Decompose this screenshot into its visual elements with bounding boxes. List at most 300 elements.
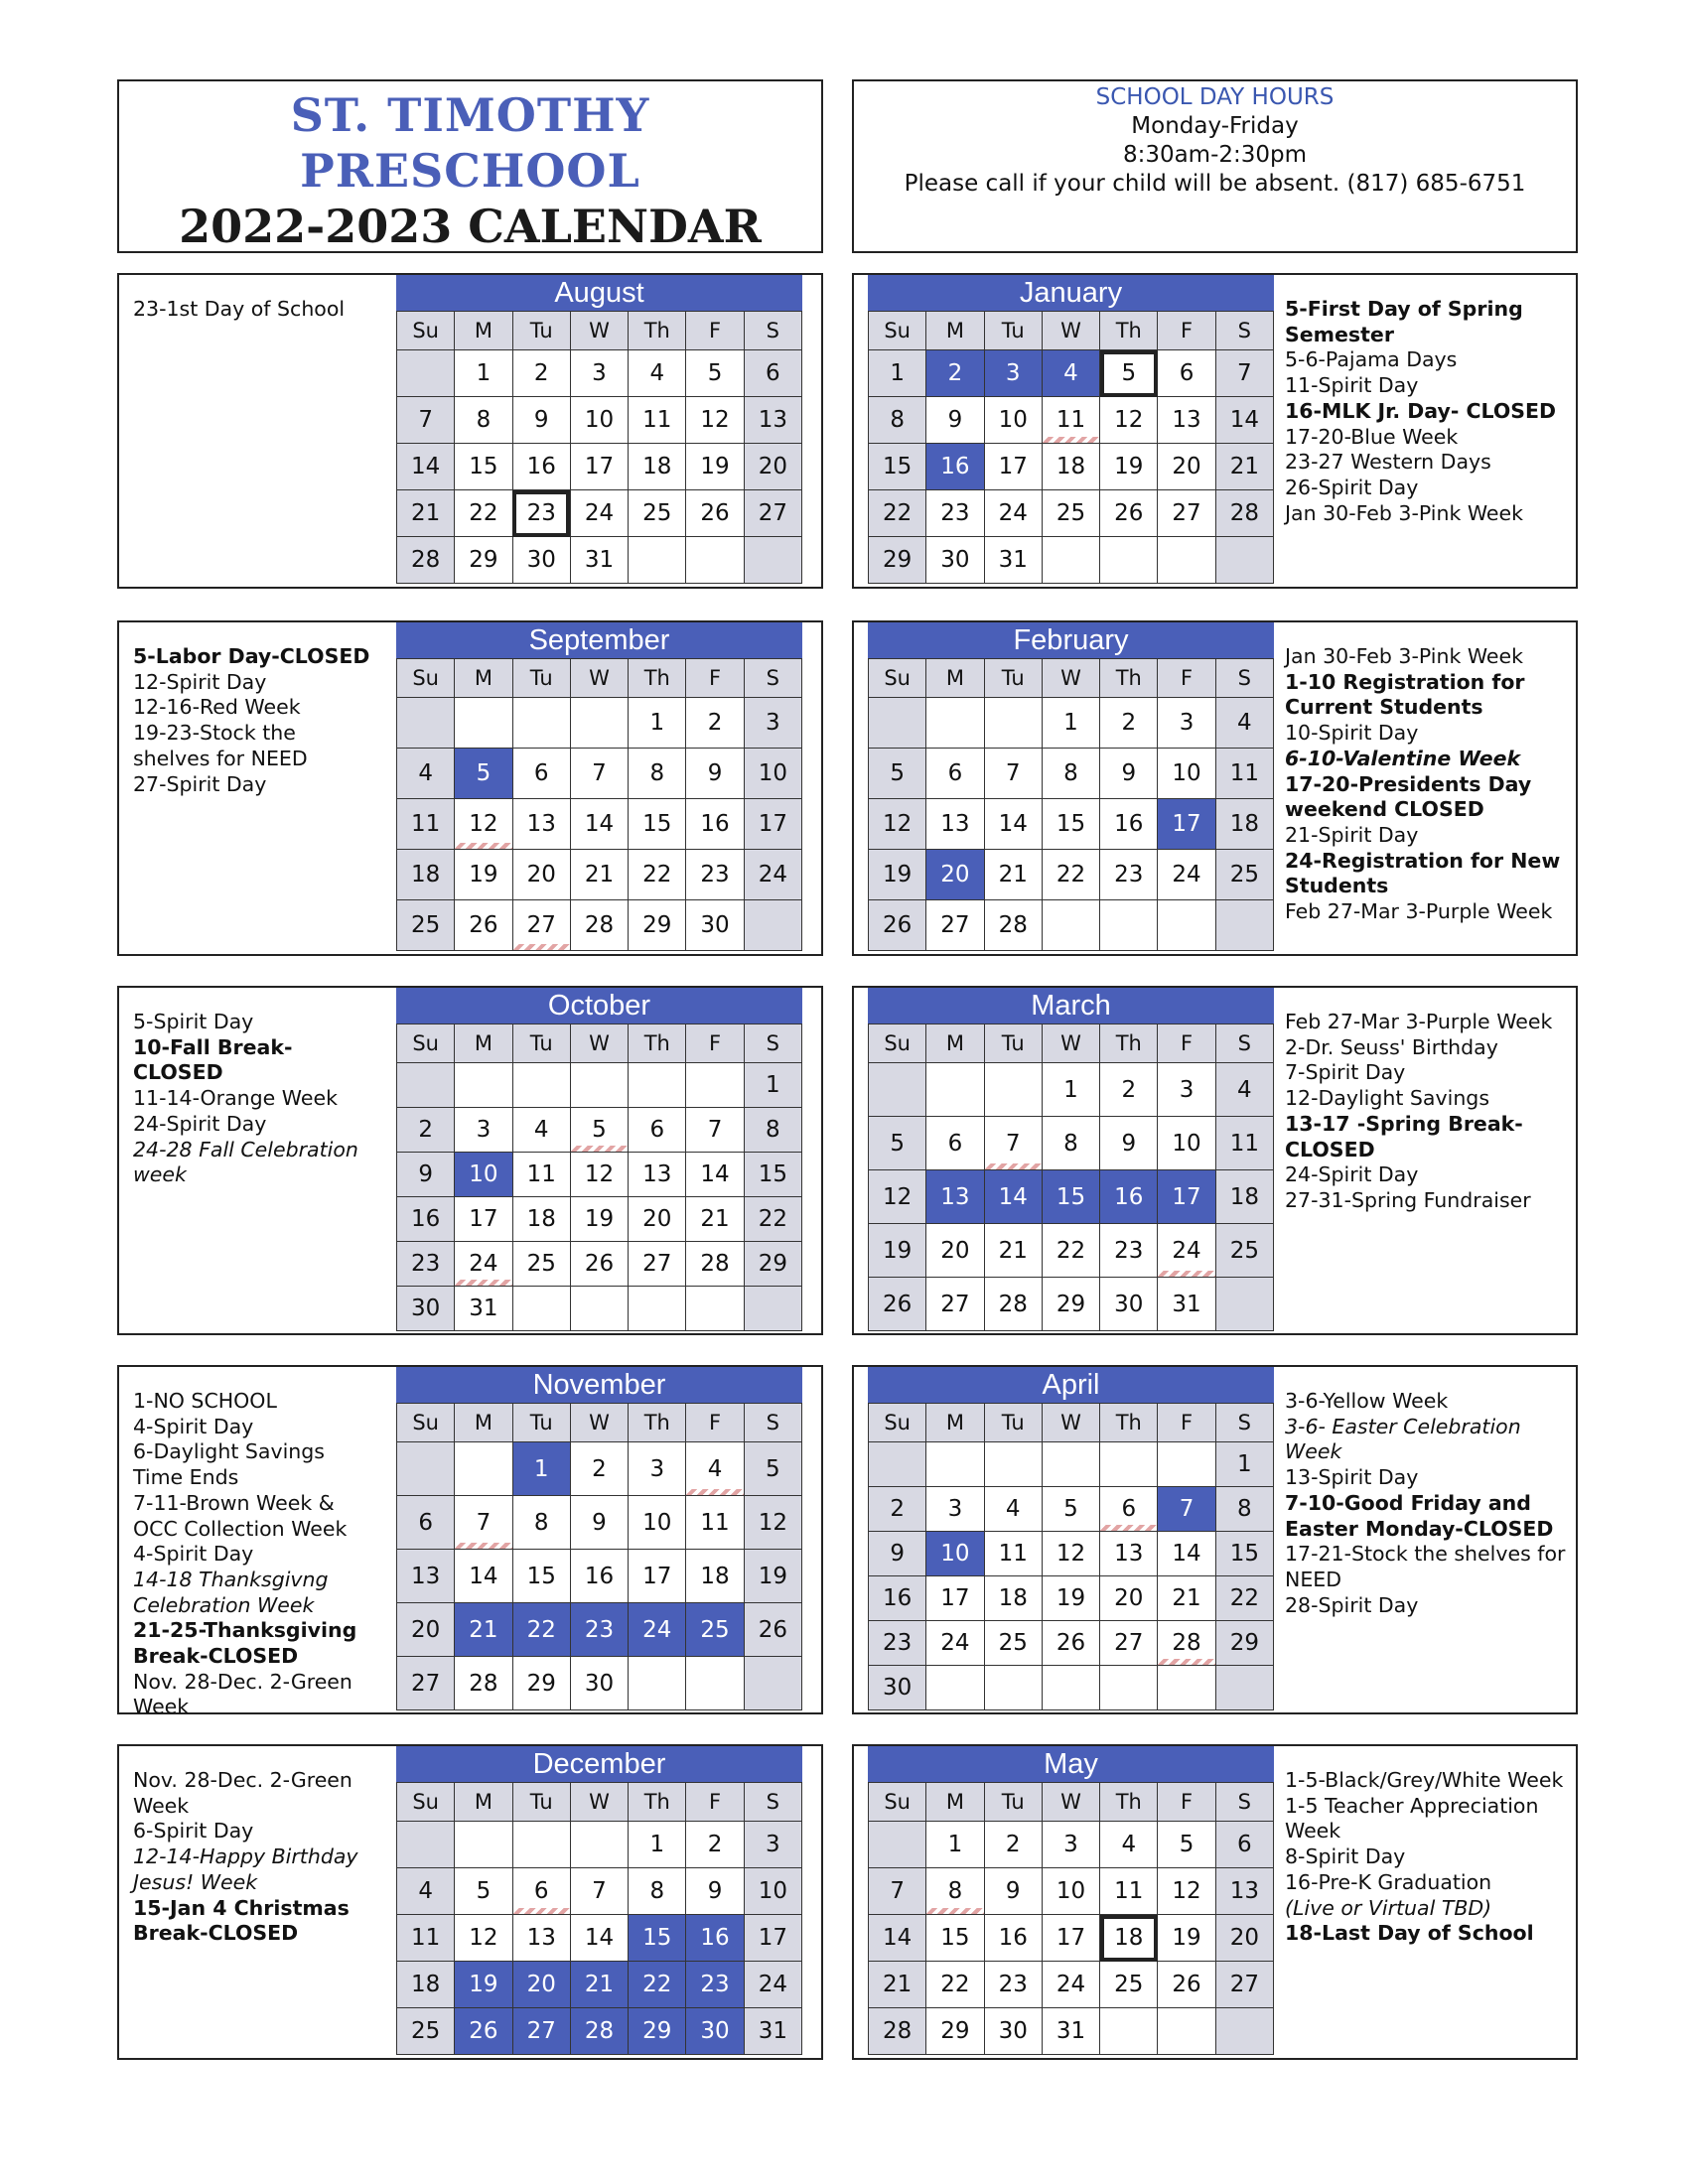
- empty-day-cell: [1158, 2008, 1215, 2055]
- day-cell: 26: [455, 2008, 512, 2055]
- week-row: [397, 1496, 802, 1550]
- empty-day-cell: [629, 1063, 686, 1108]
- month-title: October: [396, 988, 802, 1024]
- day-cell: 5: [1158, 1822, 1215, 1868]
- day-cell: 5: [1042, 1487, 1099, 1532]
- note-line: 4-Spirit Day: [133, 1542, 254, 1567]
- day-cell: 23: [984, 1962, 1042, 2008]
- week-row: [869, 1278, 1274, 1331]
- weekday-label: Tu: [984, 1024, 1042, 1063]
- day-cell: 21: [984, 850, 1042, 900]
- day-cell: 12: [1158, 1868, 1215, 1915]
- day-cell: 13: [1100, 1532, 1158, 1576]
- note-line: 7-10-Good Friday and Easter Monday-CLOSED: [1285, 1490, 1554, 1541]
- day-cell: 13: [397, 1550, 455, 1603]
- note-line: 16-MLK Jr. Day- CLOSED: [1285, 398, 1557, 423]
- day-cell: 20: [1215, 1915, 1273, 1962]
- day-cell: 29: [926, 2008, 984, 2055]
- empty-day-cell: [686, 1063, 744, 1108]
- day-cell: 6: [397, 1496, 455, 1550]
- week-row: [869, 444, 1274, 490]
- calendar-march: [868, 988, 1274, 1331]
- weekday-label: W: [1042, 1783, 1099, 1822]
- day-cell: 14: [455, 1550, 512, 1603]
- week-row: [869, 1822, 1274, 1868]
- weekday-label: S: [1215, 1404, 1273, 1442]
- note-line: 12-Spirit Day: [133, 669, 267, 694]
- note-line: Nov. 28-Dec. 2-Green Week: [133, 1768, 352, 1818]
- day-cell: 25: [397, 2008, 455, 2055]
- note-line: 10-Spirit Day: [1285, 721, 1419, 746]
- day-cell: 7: [570, 1868, 628, 1915]
- week-row: [869, 537, 1274, 584]
- empty-day-cell: [629, 1657, 686, 1710]
- day-cell: 27: [744, 490, 801, 537]
- day-cell: 27: [1100, 1621, 1158, 1666]
- note-line: Nov. 28-Dec. 2-Green Week: [133, 1669, 352, 1719]
- empty-day-cell: [1100, 537, 1158, 584]
- day-cell: 22: [1042, 850, 1099, 900]
- day-cell: 4: [1215, 1063, 1273, 1117]
- day-cell: 24: [744, 850, 801, 900]
- empty-day-cell: [1100, 1442, 1158, 1487]
- day-cell: 14: [1158, 1532, 1215, 1576]
- empty-day-cell: [686, 1287, 744, 1331]
- week-row: [397, 1962, 802, 2008]
- empty-day-cell: [1042, 1666, 1099, 1710]
- week-row: [397, 1108, 802, 1153]
- day-cell: 12: [1042, 1532, 1099, 1576]
- day-cell: 31: [984, 537, 1042, 584]
- weekday-label: Su: [869, 1404, 926, 1442]
- day-cell: 27: [926, 900, 984, 951]
- month-title: August: [396, 275, 802, 311]
- day-cell: 12: [869, 1170, 926, 1224]
- day-cell: 6: [512, 749, 570, 799]
- day-cell: 20: [397, 1603, 455, 1657]
- month-notes: [1285, 1010, 1568, 1214]
- weekday-header-row: [869, 1783, 1274, 1822]
- day-cell: 15: [1215, 1532, 1273, 1576]
- day-cell: 22: [926, 1962, 984, 2008]
- day-cell: 1: [629, 1822, 686, 1868]
- calendar-april: [868, 1367, 1274, 1710]
- week-row: [397, 350, 802, 397]
- weekday-label: W: [570, 312, 628, 350]
- week-row: [397, 444, 802, 490]
- day-cell: 2: [926, 350, 984, 397]
- day-cell: 5: [455, 749, 512, 799]
- weekday-label: F: [686, 1404, 744, 1442]
- week-row: [397, 1868, 802, 1915]
- month-grid: [868, 1782, 1274, 2055]
- month-grid: [396, 1024, 802, 1331]
- day-cell: 8: [1042, 1117, 1099, 1170]
- calendar-december: [396, 1746, 802, 2055]
- day-cell: 18: [1215, 799, 1273, 850]
- day-cell: 2: [869, 1487, 926, 1532]
- weekday-label: S: [744, 1783, 801, 1822]
- day-cell: 12: [686, 397, 744, 444]
- day-cell: 11: [512, 1153, 570, 1197]
- day-cell: 21: [1158, 1576, 1215, 1621]
- note-line: 19-23-Stock the shelves for NEED: [133, 721, 308, 770]
- day-cell: 24: [570, 490, 628, 537]
- month-panel-may: [852, 1744, 1578, 2060]
- weekday-header-row: [397, 1024, 802, 1063]
- note-line: 24-Spirit Day: [1285, 1162, 1419, 1187]
- week-row: [397, 1657, 802, 1710]
- empty-day-cell: [512, 698, 570, 749]
- day-cell: 11: [397, 1915, 455, 1962]
- day-cell: 18: [1215, 1170, 1273, 1224]
- day-cell: 14: [984, 799, 1042, 850]
- month-panel-december: [117, 1744, 823, 2060]
- calendar-may: [868, 1746, 1274, 2055]
- weekday-label: Su: [397, 312, 455, 350]
- school-name-line2: PRESCHOOL: [300, 144, 640, 198]
- empty-day-cell: [1215, 1278, 1273, 1331]
- week-row: [869, 850, 1274, 900]
- weekday-label: Th: [629, 1783, 686, 1822]
- empty-day-cell: [1100, 900, 1158, 951]
- weekday-label: Tu: [984, 1783, 1042, 1822]
- day-cell: 27: [1215, 1962, 1273, 2008]
- day-cell: 30: [397, 1287, 455, 1331]
- day-cell: 2: [686, 698, 744, 749]
- week-row: [397, 799, 802, 850]
- note-line: Jan 30-Feb 3-Pink Week: [1285, 500, 1524, 525]
- empty-day-cell: [869, 1442, 926, 1487]
- weekday-label: Th: [1100, 1783, 1158, 1822]
- day-cell: 29: [744, 1242, 801, 1287]
- month-notes: [133, 1389, 371, 1720]
- note-line: 17-20-Presidents Day weekend CLOSED: [1285, 771, 1532, 822]
- day-cell: 19: [570, 1197, 628, 1242]
- note-line: 28-Spirit Day: [1285, 1592, 1419, 1617]
- weekday-label: Tu: [984, 1404, 1042, 1442]
- day-cell: 3: [744, 698, 801, 749]
- day-cell: 16: [869, 1576, 926, 1621]
- note-line: 24-Registration for New Students: [1285, 848, 1561, 898]
- day-cell: 24: [984, 490, 1042, 537]
- day-cell: 31: [744, 2008, 801, 2055]
- day-cell: 29: [455, 537, 512, 584]
- empty-day-cell: [869, 1063, 926, 1117]
- day-cell: 2: [512, 350, 570, 397]
- day-cell: 23: [686, 1962, 744, 2008]
- day-cell: 15: [629, 799, 686, 850]
- weekday-label: M: [455, 1404, 512, 1442]
- note-line: 21-25-Thanksgiving Break-CLOSED: [133, 1618, 357, 1669]
- note-line: 15-Jan 4 Christmas Break-CLOSED: [133, 1895, 350, 1946]
- day-cell: 28: [397, 537, 455, 584]
- day-cell: 19: [455, 1962, 512, 2008]
- week-row: [397, 490, 802, 537]
- week-row: [869, 1532, 1274, 1576]
- day-cell: 16: [570, 1550, 628, 1603]
- day-cell: 3: [570, 350, 628, 397]
- day-cell: 10: [926, 1532, 984, 1576]
- day-cell: 9: [512, 397, 570, 444]
- day-cell: 5: [869, 1117, 926, 1170]
- note-line: Feb 27-Mar 3-Purple Week: [1285, 1010, 1553, 1033]
- day-cell: 7: [1158, 1487, 1215, 1532]
- day-cell: 21: [686, 1197, 744, 1242]
- weekday-label: M: [926, 1404, 984, 1442]
- day-cell: 8: [744, 1108, 801, 1153]
- day-cell: 16: [397, 1197, 455, 1242]
- day-cell: 6: [629, 1108, 686, 1153]
- day-cell: 15: [629, 1915, 686, 1962]
- note-line: 1-5-Black/Grey/White Week: [1285, 1768, 1564, 1792]
- week-row: [397, 1915, 802, 1962]
- week-row: [397, 1550, 802, 1603]
- day-cell: 4: [512, 1108, 570, 1153]
- day-cell: 9: [984, 1868, 1042, 1915]
- day-cell: 21: [397, 490, 455, 537]
- day-cell: 15: [512, 1550, 570, 1603]
- day-cell: 7: [455, 1496, 512, 1550]
- day-cell: 28: [984, 900, 1042, 951]
- day-cell: 27: [512, 900, 570, 951]
- hours-panel: [852, 79, 1578, 253]
- weekday-label: Tu: [512, 1783, 570, 1822]
- note-line: Feb 27-Mar 3-Purple Week: [1285, 899, 1553, 924]
- note-line: 27-Spirit Day: [133, 771, 267, 796]
- day-cell: 23: [869, 1621, 926, 1666]
- day-cell: 9: [397, 1153, 455, 1197]
- day-cell: 30: [926, 537, 984, 584]
- weekday-label: Tu: [984, 312, 1042, 350]
- week-row: [869, 397, 1274, 444]
- empty-day-cell: [1100, 1666, 1158, 1710]
- note-line: 11-14-Orange Week: [133, 1086, 338, 1111]
- day-cell: 12: [869, 799, 926, 850]
- month-grid: [396, 658, 802, 951]
- week-row: [397, 850, 802, 900]
- day-cell: 2: [1100, 1063, 1158, 1117]
- month-grid: [396, 1403, 802, 1710]
- day-cell: 13: [512, 1915, 570, 1962]
- weekday-label: Su: [397, 1404, 455, 1442]
- day-cell: 18: [512, 1197, 570, 1242]
- month-panel-october: [117, 986, 823, 1335]
- day-cell: 13: [926, 1170, 984, 1224]
- note-line: 3-6- Easter Celebration Week: [1285, 1414, 1521, 1464]
- day-cell: 26: [686, 490, 744, 537]
- weekday-label: S: [744, 659, 801, 698]
- day-cell: 23: [926, 490, 984, 537]
- day-cell: 8: [1042, 749, 1099, 799]
- weekday-label: F: [1158, 1783, 1215, 1822]
- day-cell: 1: [512, 1442, 570, 1496]
- weekday-label: Th: [629, 1024, 686, 1063]
- day-cell: 8: [512, 1496, 570, 1550]
- week-row: [397, 1287, 802, 1331]
- day-cell: 12: [570, 1153, 628, 1197]
- day-cell: 23: [397, 1242, 455, 1287]
- weekday-label: Tu: [512, 312, 570, 350]
- empty-day-cell: [455, 698, 512, 749]
- month-title: November: [396, 1367, 802, 1403]
- weekday-label: W: [570, 1024, 628, 1063]
- day-cell: 11: [1100, 1868, 1158, 1915]
- day-cell: 22: [1215, 1576, 1273, 1621]
- day-cell: 28: [570, 2008, 628, 2055]
- day-cell: 7: [570, 749, 628, 799]
- day-cell: 7: [686, 1108, 744, 1153]
- weekday-header-row: [869, 659, 1274, 698]
- note-line: 7-Spirit Day: [1285, 1060, 1406, 1085]
- day-cell: 26: [455, 900, 512, 951]
- day-cell: 19: [686, 444, 744, 490]
- weekday-label: Tu: [512, 1024, 570, 1063]
- day-cell: 25: [1215, 1224, 1273, 1278]
- empty-day-cell: [512, 1063, 570, 1108]
- weekday-label: S: [744, 312, 801, 350]
- weekday-label: F: [1158, 312, 1215, 350]
- hours-days: Monday-Friday: [1131, 113, 1299, 139]
- note-line: 21-Spirit Day: [1285, 822, 1419, 847]
- day-cell: 28: [686, 1242, 744, 1287]
- note-line: 13-17 -Spring Break-CLOSED: [1285, 1111, 1523, 1161]
- day-cell: 15: [869, 444, 926, 490]
- week-row: [397, 1242, 802, 1287]
- day-cell: 1: [1215, 1442, 1273, 1487]
- day-cell: 6: [1100, 1487, 1158, 1532]
- empty-day-cell: [744, 900, 801, 951]
- day-cell: 24: [1158, 850, 1215, 900]
- day-cell: 29: [512, 1657, 570, 1710]
- week-row: [397, 1442, 802, 1496]
- month-notes: [1285, 1768, 1568, 1947]
- note-line: 7-11-Brown Week & OCC Collection Week: [133, 1490, 348, 1541]
- day-cell: 24: [744, 1962, 801, 2008]
- note-line: 14-18 Thanksgivng Celebration Week: [133, 1567, 329, 1617]
- month-panel-august: [117, 273, 823, 589]
- title-panel: [117, 79, 823, 253]
- day-cell: 25: [686, 1603, 744, 1657]
- weekday-header-row: [397, 312, 802, 350]
- day-cell: 14: [397, 444, 455, 490]
- day-cell: 8: [629, 749, 686, 799]
- weekday-label: Tu: [512, 659, 570, 698]
- day-cell: 25: [1215, 850, 1273, 900]
- day-cell: 15: [926, 1915, 984, 1962]
- day-cell: 16: [686, 799, 744, 850]
- day-cell: 15: [1042, 799, 1099, 850]
- empty-day-cell: [397, 1822, 455, 1868]
- day-cell: 5: [1100, 350, 1158, 397]
- day-cell: 11: [686, 1496, 744, 1550]
- weekday-header-row: [397, 1404, 802, 1442]
- day-cell: 1: [455, 350, 512, 397]
- day-cell: 27: [512, 2008, 570, 2055]
- day-cell: 25: [1100, 1962, 1158, 2008]
- week-row: [869, 1224, 1274, 1278]
- day-cell: 26: [1158, 1962, 1215, 2008]
- weekday-label: S: [1215, 1783, 1273, 1822]
- day-cell: 6: [1158, 350, 1215, 397]
- day-cell: 23: [686, 850, 744, 900]
- day-cell: 13: [1215, 1868, 1273, 1915]
- month-title: April: [868, 1367, 1274, 1403]
- note-line: 16-Pre-K Graduation: [1285, 1869, 1492, 1894]
- note-line: 12-16-Red Week: [133, 695, 301, 720]
- empty-day-cell: [455, 1442, 512, 1496]
- weekday-label: F: [1158, 1024, 1215, 1063]
- note-line: 1-5 Teacher Appreciation Week: [1285, 1793, 1539, 1843]
- empty-day-cell: [1158, 1442, 1215, 1487]
- day-cell: 15: [1042, 1170, 1099, 1224]
- day-cell: 5: [455, 1868, 512, 1915]
- month-grid: [396, 1782, 802, 2055]
- day-cell: 3: [629, 1442, 686, 1496]
- day-cell: 22: [744, 1197, 801, 1242]
- day-cell: 10: [570, 397, 628, 444]
- empty-day-cell: [455, 1063, 512, 1108]
- weekday-label: Th: [1100, 659, 1158, 698]
- day-cell: 26: [1100, 490, 1158, 537]
- week-row: [869, 1915, 1274, 1962]
- day-cell: 9: [1100, 1117, 1158, 1170]
- day-cell: 2: [686, 1822, 744, 1868]
- day-cell: 25: [512, 1242, 570, 1287]
- month-panel-september: [117, 620, 823, 956]
- day-cell: 24: [1158, 1224, 1215, 1278]
- day-cell: 16: [512, 444, 570, 490]
- week-row: [397, 397, 802, 444]
- empty-day-cell: [1158, 537, 1215, 584]
- day-cell: 25: [629, 490, 686, 537]
- day-cell: 18: [629, 444, 686, 490]
- empty-day-cell: [869, 698, 926, 749]
- month-notes: [133, 644, 371, 797]
- day-cell: 3: [1158, 698, 1215, 749]
- note-line: 17-20-Blue Week: [1285, 424, 1459, 449]
- month-panel-march: [852, 986, 1578, 1335]
- weekday-label: Th: [1100, 1404, 1158, 1442]
- day-cell: 20: [926, 1224, 984, 1278]
- note-line: 4-Spirit Day: [133, 1414, 254, 1438]
- day-cell: 19: [1042, 1576, 1099, 1621]
- day-cell: 1: [1042, 1063, 1099, 1117]
- day-cell: 14: [686, 1153, 744, 1197]
- month-grid: [868, 311, 1274, 584]
- day-cell: 9: [686, 1868, 744, 1915]
- month-notes: [1285, 1389, 1568, 1618]
- day-cell: 15: [455, 444, 512, 490]
- month-title: March: [868, 988, 1274, 1024]
- weekday-label: W: [1042, 1404, 1099, 1442]
- day-cell: 5: [686, 350, 744, 397]
- weekday-label: Su: [869, 1783, 926, 1822]
- day-cell: 18: [1100, 1915, 1158, 1962]
- day-cell: 27: [629, 1242, 686, 1287]
- week-row: [397, 698, 802, 749]
- weekday-label: Su: [397, 659, 455, 698]
- note-line: 17-21-Stock the shelves for NEED: [1285, 1542, 1566, 1591]
- note-line: 10-Fall Break-CLOSED: [133, 1034, 293, 1085]
- day-cell: 13: [1158, 397, 1215, 444]
- weekday-label: F: [1158, 659, 1215, 698]
- day-cell: 11: [984, 1532, 1042, 1576]
- month-panel-november: [117, 1365, 823, 1719]
- day-cell: 21: [570, 850, 628, 900]
- day-cell: 11: [397, 799, 455, 850]
- day-cell: 25: [1042, 490, 1099, 537]
